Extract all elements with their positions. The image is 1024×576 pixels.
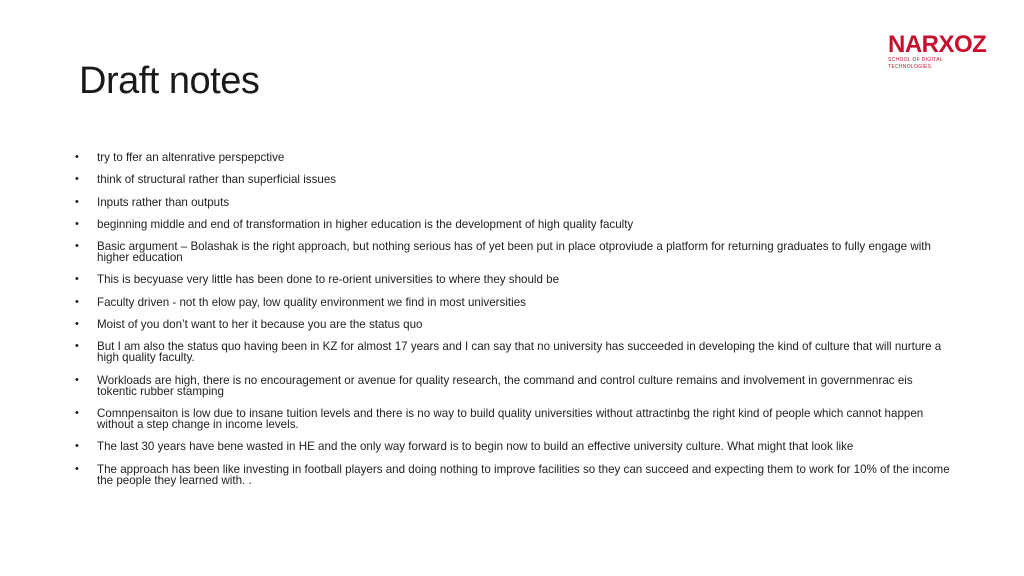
bullet-dot: • (75, 195, 79, 208)
bullet-item (75, 464, 955, 486)
bullet-text: Basic argument – Bolashak is the right approach, but nothing serious has of yet been put in place otproviude a platform for returning graduates to fully engage with higher education (97, 240, 931, 265)
bullet-dot: • (75, 240, 79, 253)
bullet-dot: • (75, 217, 79, 230)
bullet-text: This is becyuase very little has been done to re-orient universities to where they should be (97, 273, 560, 287)
bullet-text: Inputs rather than outputs (97, 195, 230, 209)
bullet-item (75, 297, 955, 308)
logo-subtitle-line-1: SCHOOL OF DIGITAL (888, 57, 943, 63)
bullet-text: try to ffer an altenrative perspepctive (97, 151, 285, 164)
bullet-item (75, 152, 955, 163)
bullet-dot: • (75, 462, 79, 475)
bullet-text: Faculty driven - not th elow pay, low quality environment we find in most universities (97, 295, 526, 309)
bullet-text: The approach has been like investing in football players and doing nothing to improve facilities so they can succeed and expecting them to work for 10% of the income the people they learned with. . (97, 462, 950, 487)
bullet-text: Comnpensaiton is low due to insane tuition levels and there is no way to build quality universities without attractinbg the right kind of people which cannot happen without a step change in income levels. (97, 406, 924, 431)
bullet-dot: • (75, 151, 79, 163)
bullet-dot: • (75, 406, 79, 419)
bullet-item (75, 441, 955, 452)
bullet-item (75, 375, 955, 397)
bullet-item (75, 241, 955, 263)
bullet-item (75, 219, 955, 230)
bullet-text: But I am also the status quo having been in KZ for almost 17 years and I can say that no university has succeeded in developing the kind of culture that will nurture a high quality faculty. (97, 340, 942, 365)
bullet-item (75, 408, 955, 430)
logo-subtitle-line-2: TECHNOLOGIES (888, 63, 932, 70)
slide-title: Draft notes (79, 60, 260, 102)
bullet-item (75, 341, 955, 363)
bullet-item (75, 174, 955, 185)
bullet-dot: • (75, 318, 79, 331)
bullet-text: think of structural rather than superficial issues (97, 173, 337, 187)
bullet-dot: • (75, 340, 79, 353)
bullet-text: The last 30 years have bene wasted in HE and the only way forward is to begin now to build an effective university culture. What might that look like (97, 440, 854, 454)
narxoz-logo (888, 31, 994, 70)
bullet-item (75, 319, 955, 330)
bullet-dot: • (75, 173, 79, 186)
bullet-item (75, 274, 955, 285)
bullet-item (75, 197, 955, 208)
bullet-dot: • (75, 440, 79, 453)
bullet-list (75, 152, 955, 497)
bullet-dot: • (75, 295, 79, 308)
bullet-text: Workloads are high, there is no encouragement or avenue for quality research, the command and control culture remains and involvement in governmenrac eis tokentic rubber stamping (97, 373, 913, 398)
bullet-text: beginning middle and end of transformation in higher education is the development of high quality faculty (97, 217, 634, 231)
bullet-dot: • (75, 273, 79, 286)
bullet-text: Moist of you don’t want to her it because you are the status quo (97, 318, 423, 332)
logo-wordmark: NARXOZ (888, 31, 987, 58)
bullet-dot: • (75, 373, 79, 386)
